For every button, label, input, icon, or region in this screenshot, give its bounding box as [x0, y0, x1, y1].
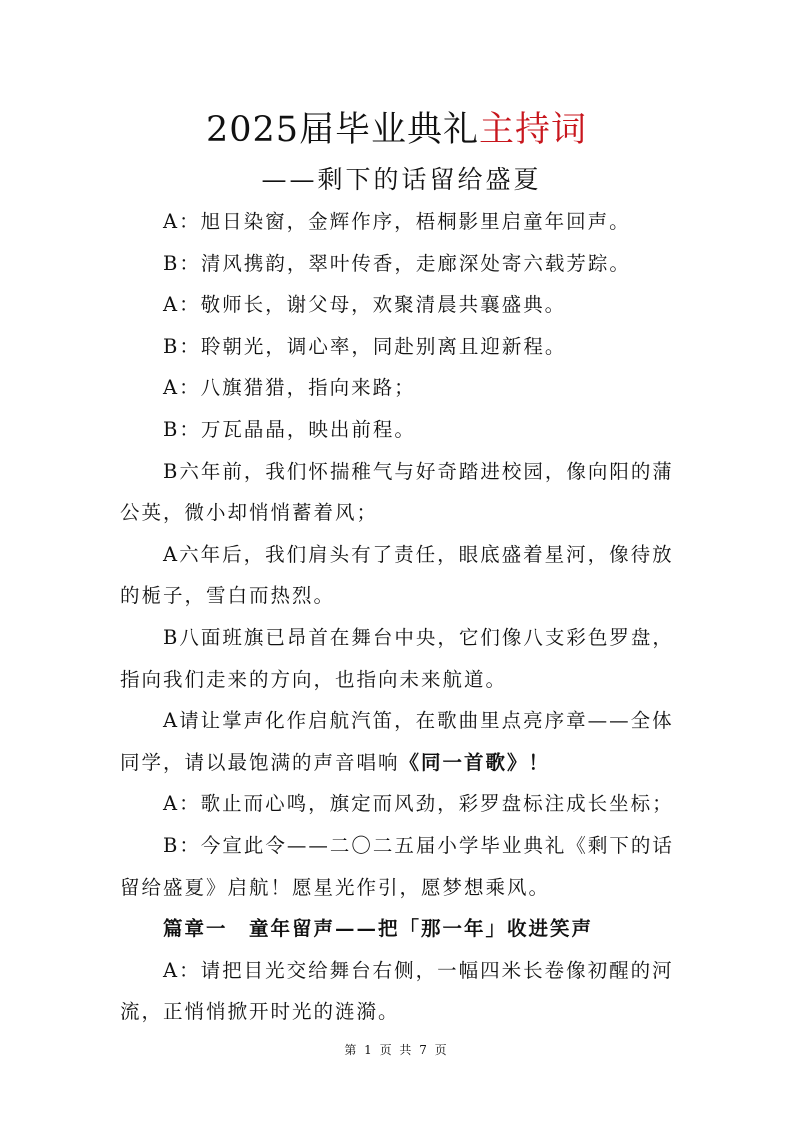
title-main: 2025届毕业典礼 — [205, 110, 480, 150]
line-text: 公英，微小却悄悄蓄着风； — [120, 501, 379, 525]
text-line — [120, 243, 680, 285]
text-line — [120, 284, 680, 326]
line-text: B六年前，我们怀揣稚气与好奇踏进校园，像向阳的蒲 — [163, 459, 674, 483]
text-line — [120, 367, 680, 409]
line-text: B：清风携韵，翠叶传香，走廊深处寄六载芳踪。 — [163, 251, 631, 275]
text-line — [120, 409, 680, 451]
line-text: A：歌止而心鸣，旗定而风劲，彩罗盘标注成长坐标； — [163, 792, 674, 816]
text-line — [120, 867, 680, 909]
line-text: B八面班旗已昂首在舞台中央，它们像八支彩色罗盘， — [163, 625, 674, 649]
line-text: 的栀子，雪白而热烈。 — [120, 584, 336, 608]
line-text: 指向我们走来的方向，也指向未来航道。 — [120, 667, 508, 691]
line-text: B：今宣此令——二〇二五届小学毕业典礼《剩下的话 — [163, 833, 674, 857]
text-line — [120, 659, 680, 701]
text-line — [120, 575, 680, 617]
text-line — [120, 451, 680, 493]
line-text: 篇章一 童年留声——把「那一年」收进笑声 — [163, 917, 594, 941]
document-subtitle: ——剩下的话留给盛夏 — [261, 165, 542, 194]
text-line — [120, 326, 680, 368]
line-text: B：万瓦晶晶，映出前程。 — [163, 417, 416, 441]
text-line — [120, 825, 680, 867]
text-line — [120, 534, 680, 576]
line-text: A：八旗猎猎，指向来路； — [163, 376, 416, 400]
text-line — [120, 617, 680, 659]
line-text: B：聆朝光，调心率，同赴别离且迎新程。 — [163, 334, 567, 358]
text-line — [120, 492, 680, 534]
line-text: A：请把目光交给舞台右侧，一幅四米长卷像初醒的河 — [163, 958, 674, 982]
text-line — [120, 700, 680, 742]
document-body — [120, 201, 680, 1033]
document-title — [0, 106, 793, 154]
line-text: A：敬师长，谢父母，欢聚清晨共襄盛典。 — [163, 293, 567, 317]
line-text: A：旭日染窗，金辉作序，梧桐影里启童年回声。 — [163, 210, 631, 233]
line-text: 同学，请以最饱满的声音唱响 — [120, 750, 400, 774]
section-heading — [120, 908, 680, 950]
text-line — [120, 783, 680, 825]
text-line — [120, 950, 680, 992]
line-text: 流，正悄悄掀开时光的涟漪。 — [120, 1000, 400, 1024]
line-text: A六年后，我们肩头有了责任，眼底盛着星河，像待放 — [163, 542, 674, 566]
text-line — [120, 201, 680, 243]
text-line — [120, 991, 680, 1033]
page-footer: 第 1 页 共 7 页 — [344, 1043, 449, 1057]
line-text: A请让掌声化作启航汽笛，在歌曲里点亮序章——全体 — [163, 709, 674, 733]
title-highlight: 主持词 — [479, 110, 588, 150]
song-title: 《同一首歌》！ — [399, 750, 551, 774]
text-line — [120, 742, 680, 784]
line-text: 留给盛夏》启航！愿星光作引，愿梦想乘风。 — [120, 875, 551, 899]
